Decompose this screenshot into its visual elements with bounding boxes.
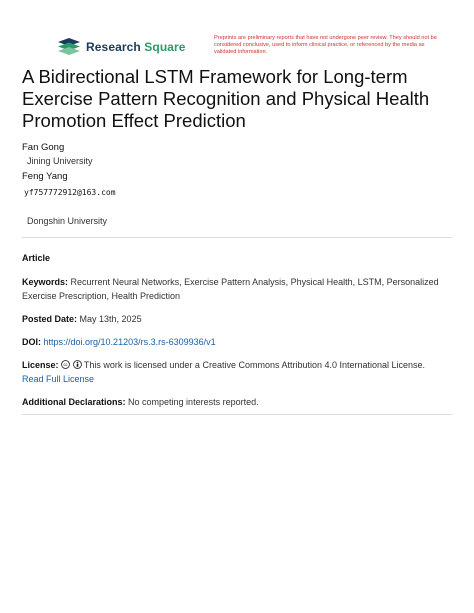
doi [22,335,452,349]
svg-text:cc: cc [63,362,68,368]
attribution-icon [73,360,82,369]
logo-wordmark: Research Square [86,39,186,54]
license [22,358,452,386]
author-affiliation: Jining University [27,156,93,166]
article-type: Article [22,253,51,263]
paper-title: A Bidirectional LSTM Framework for Long-term Exercise Pattern Recognition and Physical Health Promotion Effect Prediction [22,66,430,131]
research-square-logo-icon [58,38,80,55]
declarations-label: Additional Declarations: [22,397,126,407]
read-full-license-link[interactable]: Read Full License [22,374,95,384]
declarations-value: No competing interests reported. [128,397,259,407]
divider [22,414,452,415]
license-label: License: [22,360,59,370]
posted-date [22,312,452,326]
author-name: Fan Gong [22,142,65,153]
creative-commons-icon [61,360,70,369]
preprint-disclaimer: Preprints are preliminary reports that have not undergone peer review. They should not be considered conclusive, used to inform clinical practice, or referenced by the media as validated information. [214,35,437,56]
divider [22,237,452,238]
doi-link[interactable]: https://doi.org/10.21203/rs.3.rs-6309936/v1 [43,337,216,347]
author-name: Feng Yang [22,171,68,182]
keywords-value: Recurrent Neural Networks, Exercise Pattern Analysis, Physical Health, LSTM, Personalized Exercise Prescription, Health Prediction [22,277,439,301]
additional-declarations [22,395,452,409]
license-text: This work is licensed under a Creative Commons Attribution 4.0 International License. [83,360,426,370]
keywords-label: Keywords: [22,277,69,287]
keywords [22,275,452,303]
doi-label: DOI: [22,337,41,347]
posted-date-value: May 13th, 2025 [79,314,142,324]
posted-date-label: Posted Date: [22,314,78,324]
research-square-logo[interactable] [58,38,186,55]
author-email[interactable]: yf757772912@163.com [24,188,116,197]
author-affiliation: Dongshin University [27,216,108,226]
